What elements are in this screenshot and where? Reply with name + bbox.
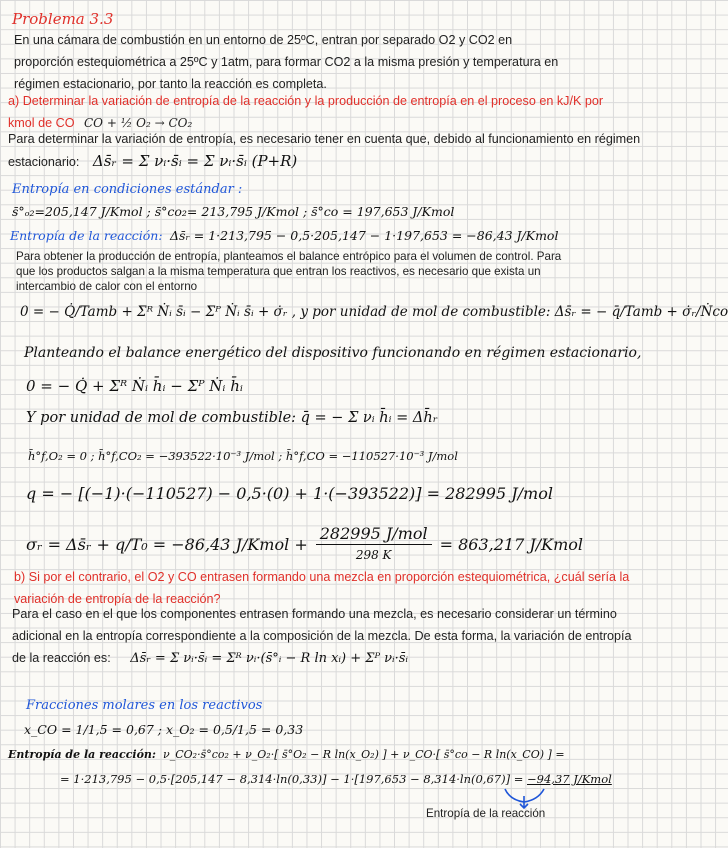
explanation-line: Para determinar la variación de entropía, es necesario tener en cuenta que, debido al funcionamiento en régimen	[8, 132, 641, 146]
mixture-reaction-entropy-row	[8, 748, 565, 761]
entropy-production-paragraph	[16, 249, 646, 294]
question-line: b) Si por el contrario, el O2 y CO entrasen formando una mezcla en proporción estequiométrica, ¿cuál sería la	[14, 570, 630, 584]
question-line: kmol de CO	[8, 116, 75, 130]
entropy-production-equation	[26, 524, 583, 565]
explanation-line: Para el caso en el que los componentes entrasen formando una mezcla, es necesario considerar un término	[12, 607, 617, 621]
molar-fractions-values: x_CO = 1/1,5 = 0,67 ; x_O₂ = 0,5/1,5 = 0,33	[24, 722, 304, 737]
mixture-reaction-line: ν_CO₂·s̄°co₂ + ν_O₂·[ s̄°O₂ − R ln(x_O₂) ] + ν_CO·[ s̄°co − R ln(x_CO) ] =	[163, 748, 565, 761]
mixture-entropy-equation: Δs̄ᵣ = Σ νᵢ·s̄ᵢ = Σᴿ νᵢ·(s̄°ᵢ − R ln xᵢ) + Σᴾ νᵢ·s̄ᵢ	[130, 651, 409, 666]
sigma-denominator: 298 K	[355, 548, 392, 562]
intro-line: proporción estequiométrica a 25ºC y 1atm, para formar CO2 a la misma presión y temperatura en	[14, 55, 559, 69]
energy-balance-heading: Planteando el balance energético del dispositivo funcionando en régimen estacionario,	[24, 345, 642, 361]
part-b-explanation	[12, 603, 652, 670]
annotation-label: Entropía de la reacción	[426, 807, 546, 820]
sigma-result: = 863,217 J/Kmol	[439, 535, 584, 554]
mixture-reaction-line: = 1·213,795 − 0,5·[205,147 − 8,314·ln(0,33)] − 1·[197,653 − 8,314·ln(0,67)] =	[60, 772, 524, 786]
sigma-numerator: 282995 J/mol	[316, 524, 432, 545]
paragraph-line: Para obtener la producción de entropía, planteamos el balance entrópico para el volumen de control. Para	[16, 250, 562, 263]
paragraph-line: que los productos salgan a la misma temperatura que entran los reactivos, es necesario que exista un	[16, 265, 541, 278]
sigma-lhs: σᵣ = Δs̄ᵣ + q/T₀ = −86,43 J/Kmol +	[26, 535, 308, 554]
sigma-fraction	[316, 524, 432, 565]
energy-balance-equation: 0 = − Q̇ + Σᴿ Ṅᵢ h̄ᵢ − Σᴾ Ṅᵢ h̄ᵢ	[26, 377, 243, 395]
entropy-sum-equation: Δs̄ᵣ = Σ νᵢ·s̄ᵢ = Σ νᵢ·s̄ᵢ (P+R)	[92, 152, 298, 170]
question-line: variación de entropía de la reacción?	[14, 592, 221, 606]
intro-paragraph	[14, 29, 644, 95]
reaction-equation: CO + ½ O₂ → CO₂	[84, 116, 193, 130]
paragraph-line: intercambio de calor con el entorno	[16, 280, 198, 293]
question-line: a) Determinar la variación de entropía de la reacción y la producción de entropía en el proceso en kJ/K por	[8, 94, 604, 108]
mixture-reaction-label: Entropía de la reacción:	[8, 748, 156, 761]
intro-line: En una cámara de combustión en un entorno de 25ºC, entran por separado O2 y CO2 en	[14, 33, 513, 47]
heat-equation: q = − [(−1)·(−110527) − 0,5·(0) + 1·(−393522)] = 282995 J/mol	[26, 484, 553, 503]
intro-line: régimen estacionario, por tanto la reacción es completa.	[14, 77, 327, 91]
mixture-reaction-result: −94,37 J/Kmol	[527, 772, 612, 786]
explanation-line: adicional en la entropía correspondiente a la composición de la mezcla. De esta forma, la variación de entropía	[12, 629, 632, 643]
explanation-line: de la reacción es:	[12, 651, 111, 665]
standard-entropy-heading: Entropía en condiciones estándar :	[12, 182, 243, 197]
per-mol-equation: Y por unidad de mol de combustible: q̄ = − Σ νᵢ h̄ᵢ = Δh̄ᵣ	[26, 410, 438, 426]
entropy-explanation	[8, 128, 648, 173]
problem-title: Problema 3.3	[12, 10, 114, 28]
mixture-reaction-line-2	[60, 772, 612, 786]
formation-enthalpy-values: h̄°f,O₂ = 0 ; h̄°f,CO₂ = −393522·10⁻³ J/mol ; h̄°f,CO = −110527·10⁻³ J/mol	[28, 449, 458, 463]
explanation-line: estacionario:	[8, 155, 80, 169]
entropy-balance-equation: 0 = − Q̇/Tamb + Σᴿ Ṅᵢ s̄ᵢ − Σᴾ Ṅᵢ s̄ᵢ + σ̇ᵣ , y por unidad de mol de combustible: Δs̄ᵣ = − q̄/Tamb + σ̇ᵣ/Ṅco	[20, 304, 728, 320]
standard-entropy-values: s̄°ₒ₂=205,147 J/Kmol ; s̄°co₂= 213,795 J/Kmol ; s̄°co = 197,653 J/Kmol	[12, 204, 455, 219]
reaction-entropy-equation: Δs̄ᵣ = 1·213,795 − 0,5·205,147 − 1·197,653 = −86,43 J/Kmol	[170, 228, 559, 243]
reaction-entropy-label: Entropía de la reacción:	[10, 228, 163, 243]
molar-fractions-heading: Fracciones molares en los reactivos	[26, 698, 263, 713]
reaction-entropy-row	[10, 228, 558, 243]
